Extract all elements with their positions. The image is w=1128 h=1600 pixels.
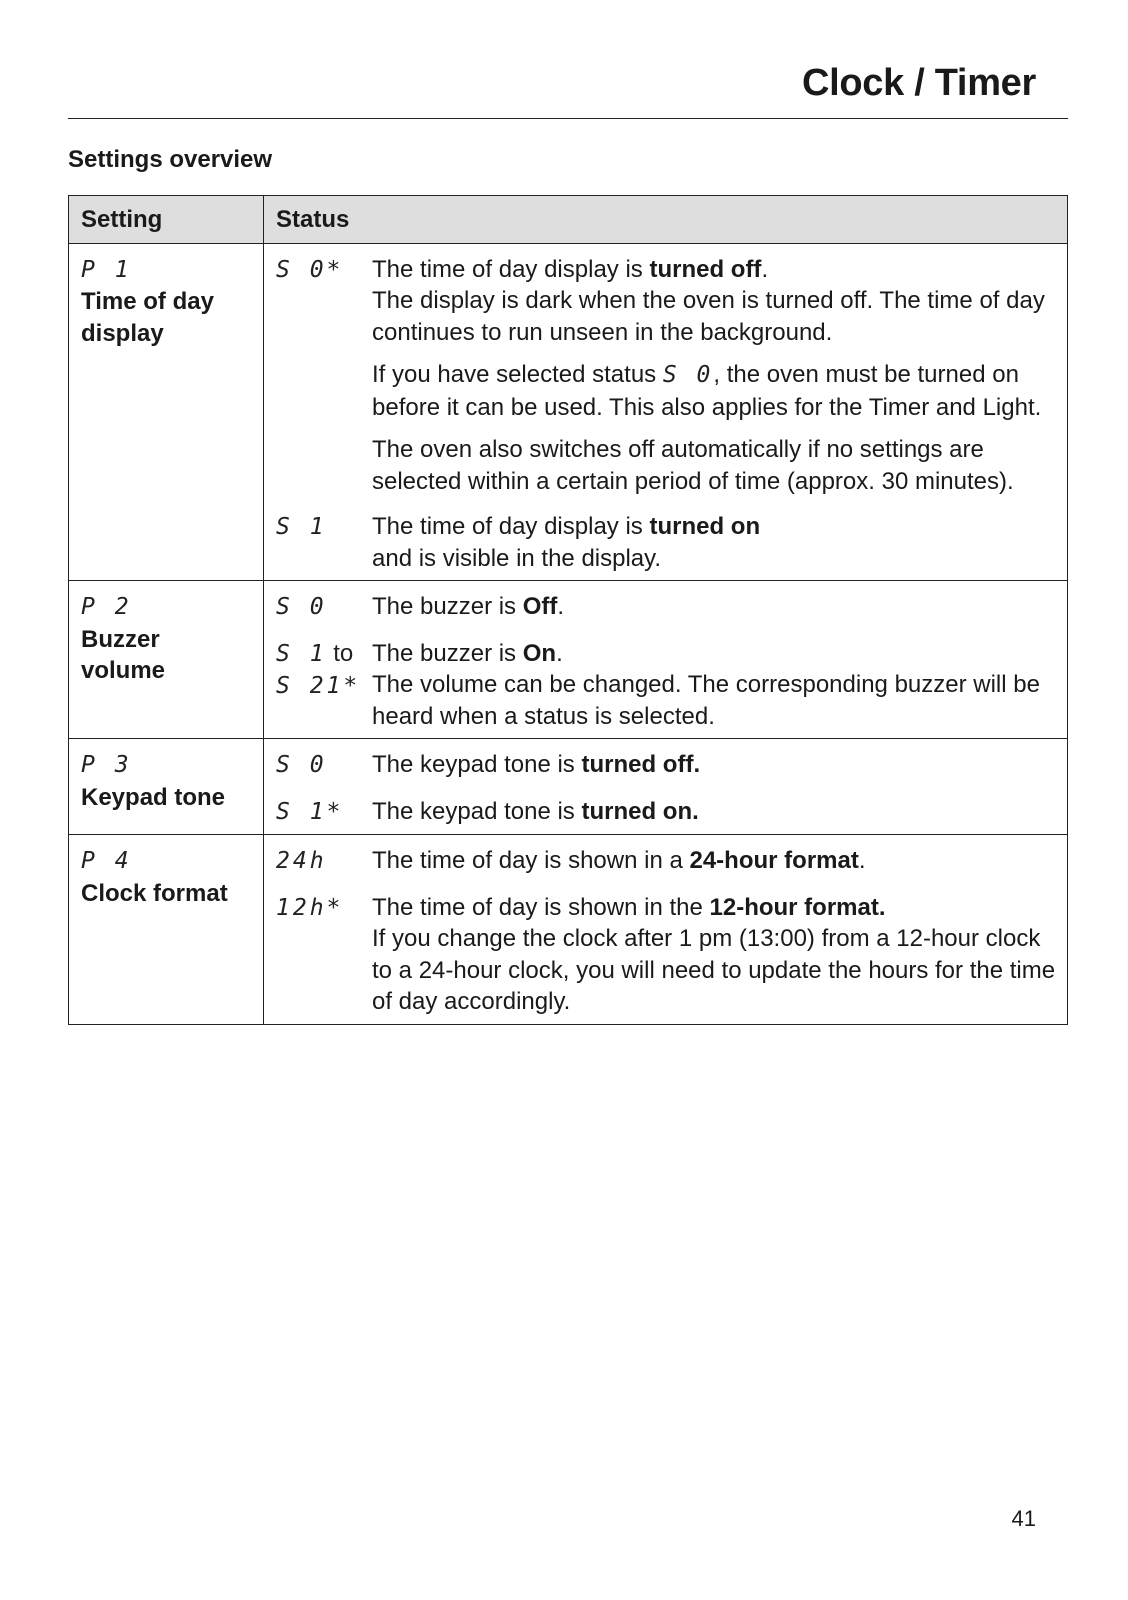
text-run: . [858,847,866,874]
setting-code: P 3 [81,752,132,778]
description-paragraph [372,638,1057,733]
status-code: S 1 [276,640,327,667]
status-description [372,845,1057,878]
status-code: S 1 [276,514,327,540]
column-header-setting: Setting [69,196,264,244]
status-code-column [276,796,372,829]
text-run: The time of day is shown in the [372,893,710,921]
setting-code: P 1 [81,256,132,283]
status-entry [276,845,1057,878]
status-code: S 0* [276,256,344,283]
status-entry [276,511,1057,574]
setting-name-line: volume [81,657,166,684]
status-description [372,796,1057,829]
setting-name [81,624,251,687]
text-run: and is visible in the display. [372,544,662,572]
setting-cell [69,581,264,739]
status-description [372,638,1057,733]
text-run: The time of day is shown in a [372,847,690,874]
status-code: 12h* [276,894,344,921]
status-code: S 0 [276,752,327,778]
status-code-range-word: to [326,639,354,667]
description-paragraph [372,591,1057,623]
status-code-column [276,511,372,574]
status-cell [264,243,1068,581]
text-run: If you change the clock after 1 pm (13:00) from a 12-hour clock to a 24-hour clock, you will need to update the hours for the time of day accordingly. [372,925,1056,1015]
emphasis-text: Off [522,593,558,620]
setting-name-line: display [81,319,164,347]
setting-name: Clock format [81,879,228,907]
text-run: The keypad tone is [372,797,582,825]
status-code-column [276,591,372,624]
emphasis-text: turned off [649,255,762,283]
description-paragraph [372,796,1057,828]
emphasis-text: turned on. [581,797,699,825]
status-code-column [276,638,372,733]
text-run: The buzzer is [372,593,523,620]
description-paragraph [372,892,1057,1018]
setting-code: P 2 [81,594,132,620]
status-code: S 1* [276,798,344,825]
status-entry [276,749,1057,782]
inline-status-code: S 0 [662,362,714,388]
emphasis-text: 24-hour format [689,847,859,874]
text-run: . [761,255,769,283]
setting-cell [69,243,264,581]
table-row [69,739,1068,835]
status-cell [264,581,1068,739]
setting-name [81,286,251,349]
text-run: The keypad tone is [372,751,582,778]
setting-cell [69,739,264,835]
status-cell [264,739,1068,835]
status-description [372,892,1057,1018]
description-paragraph [372,749,1057,781]
emphasis-text: turned on [649,513,761,540]
status-entry [276,892,1057,1018]
setting-cell [69,835,264,1025]
text-run: If you have selected status [372,361,663,388]
header-divider [68,118,1068,119]
status-entry [276,796,1057,829]
text-run: The display is dark when the oven is turned off. The time of day continues to run unseen in the background. [372,287,1045,346]
status-code-column [276,845,372,878]
emphasis-text: On [522,639,557,667]
status-description [372,749,1057,782]
setting-code: P 4 [81,848,132,874]
text-run: , the oven must be turned on before it can be used. This also applies for the Timer and Light. [372,361,1042,421]
description-paragraph: The oven also switches off automatically if no settings are selected within a certain period of time (approx. 30 minutes). [372,436,1014,495]
table-row [69,243,1068,581]
status-entry [276,591,1057,624]
status-entry [276,254,1057,498]
setting-name-line: Time of day [81,288,214,315]
section-title: Settings overview [68,146,273,173]
emphasis-text: 12-hour format. [709,893,886,921]
table-header-row [69,196,1068,244]
setting-name: Keypad tone [81,783,226,811]
emphasis-text: turned off. [581,751,701,778]
settings-table [68,195,1068,1025]
status-code-column [276,892,372,1018]
status-code: 24h [276,848,327,874]
text-run: The time of day display is [372,513,650,540]
status-code-column [276,254,372,498]
text-run: . [556,639,563,667]
description-paragraph [372,359,1057,423]
status-code-column [276,749,372,782]
description-paragraph [372,511,1057,574]
description-paragraph [372,845,1057,877]
table-row [69,835,1068,1025]
text-run: The time of day display is [372,255,650,283]
status-description [372,254,1057,498]
status-code: S 0 [276,594,327,620]
status-cell [264,835,1068,1025]
page-number: 41 [1011,1506,1036,1531]
text-run: The volume can be changed. The corresponding buzzer will be heard when a status is selected. [372,671,1040,730]
status-description [372,591,1057,624]
table-row [69,581,1068,739]
status-code: S 21* [276,673,361,699]
status-description [372,511,1057,574]
text-run: . [557,593,565,620]
text-run: The buzzer is [372,639,523,667]
setting-name-line: Buzzer [81,625,160,653]
column-header-status: Status [264,196,1068,244]
description-paragraph [372,254,1057,349]
page-title: Clock / Timer [801,62,1036,104]
status-entry [276,638,1057,733]
